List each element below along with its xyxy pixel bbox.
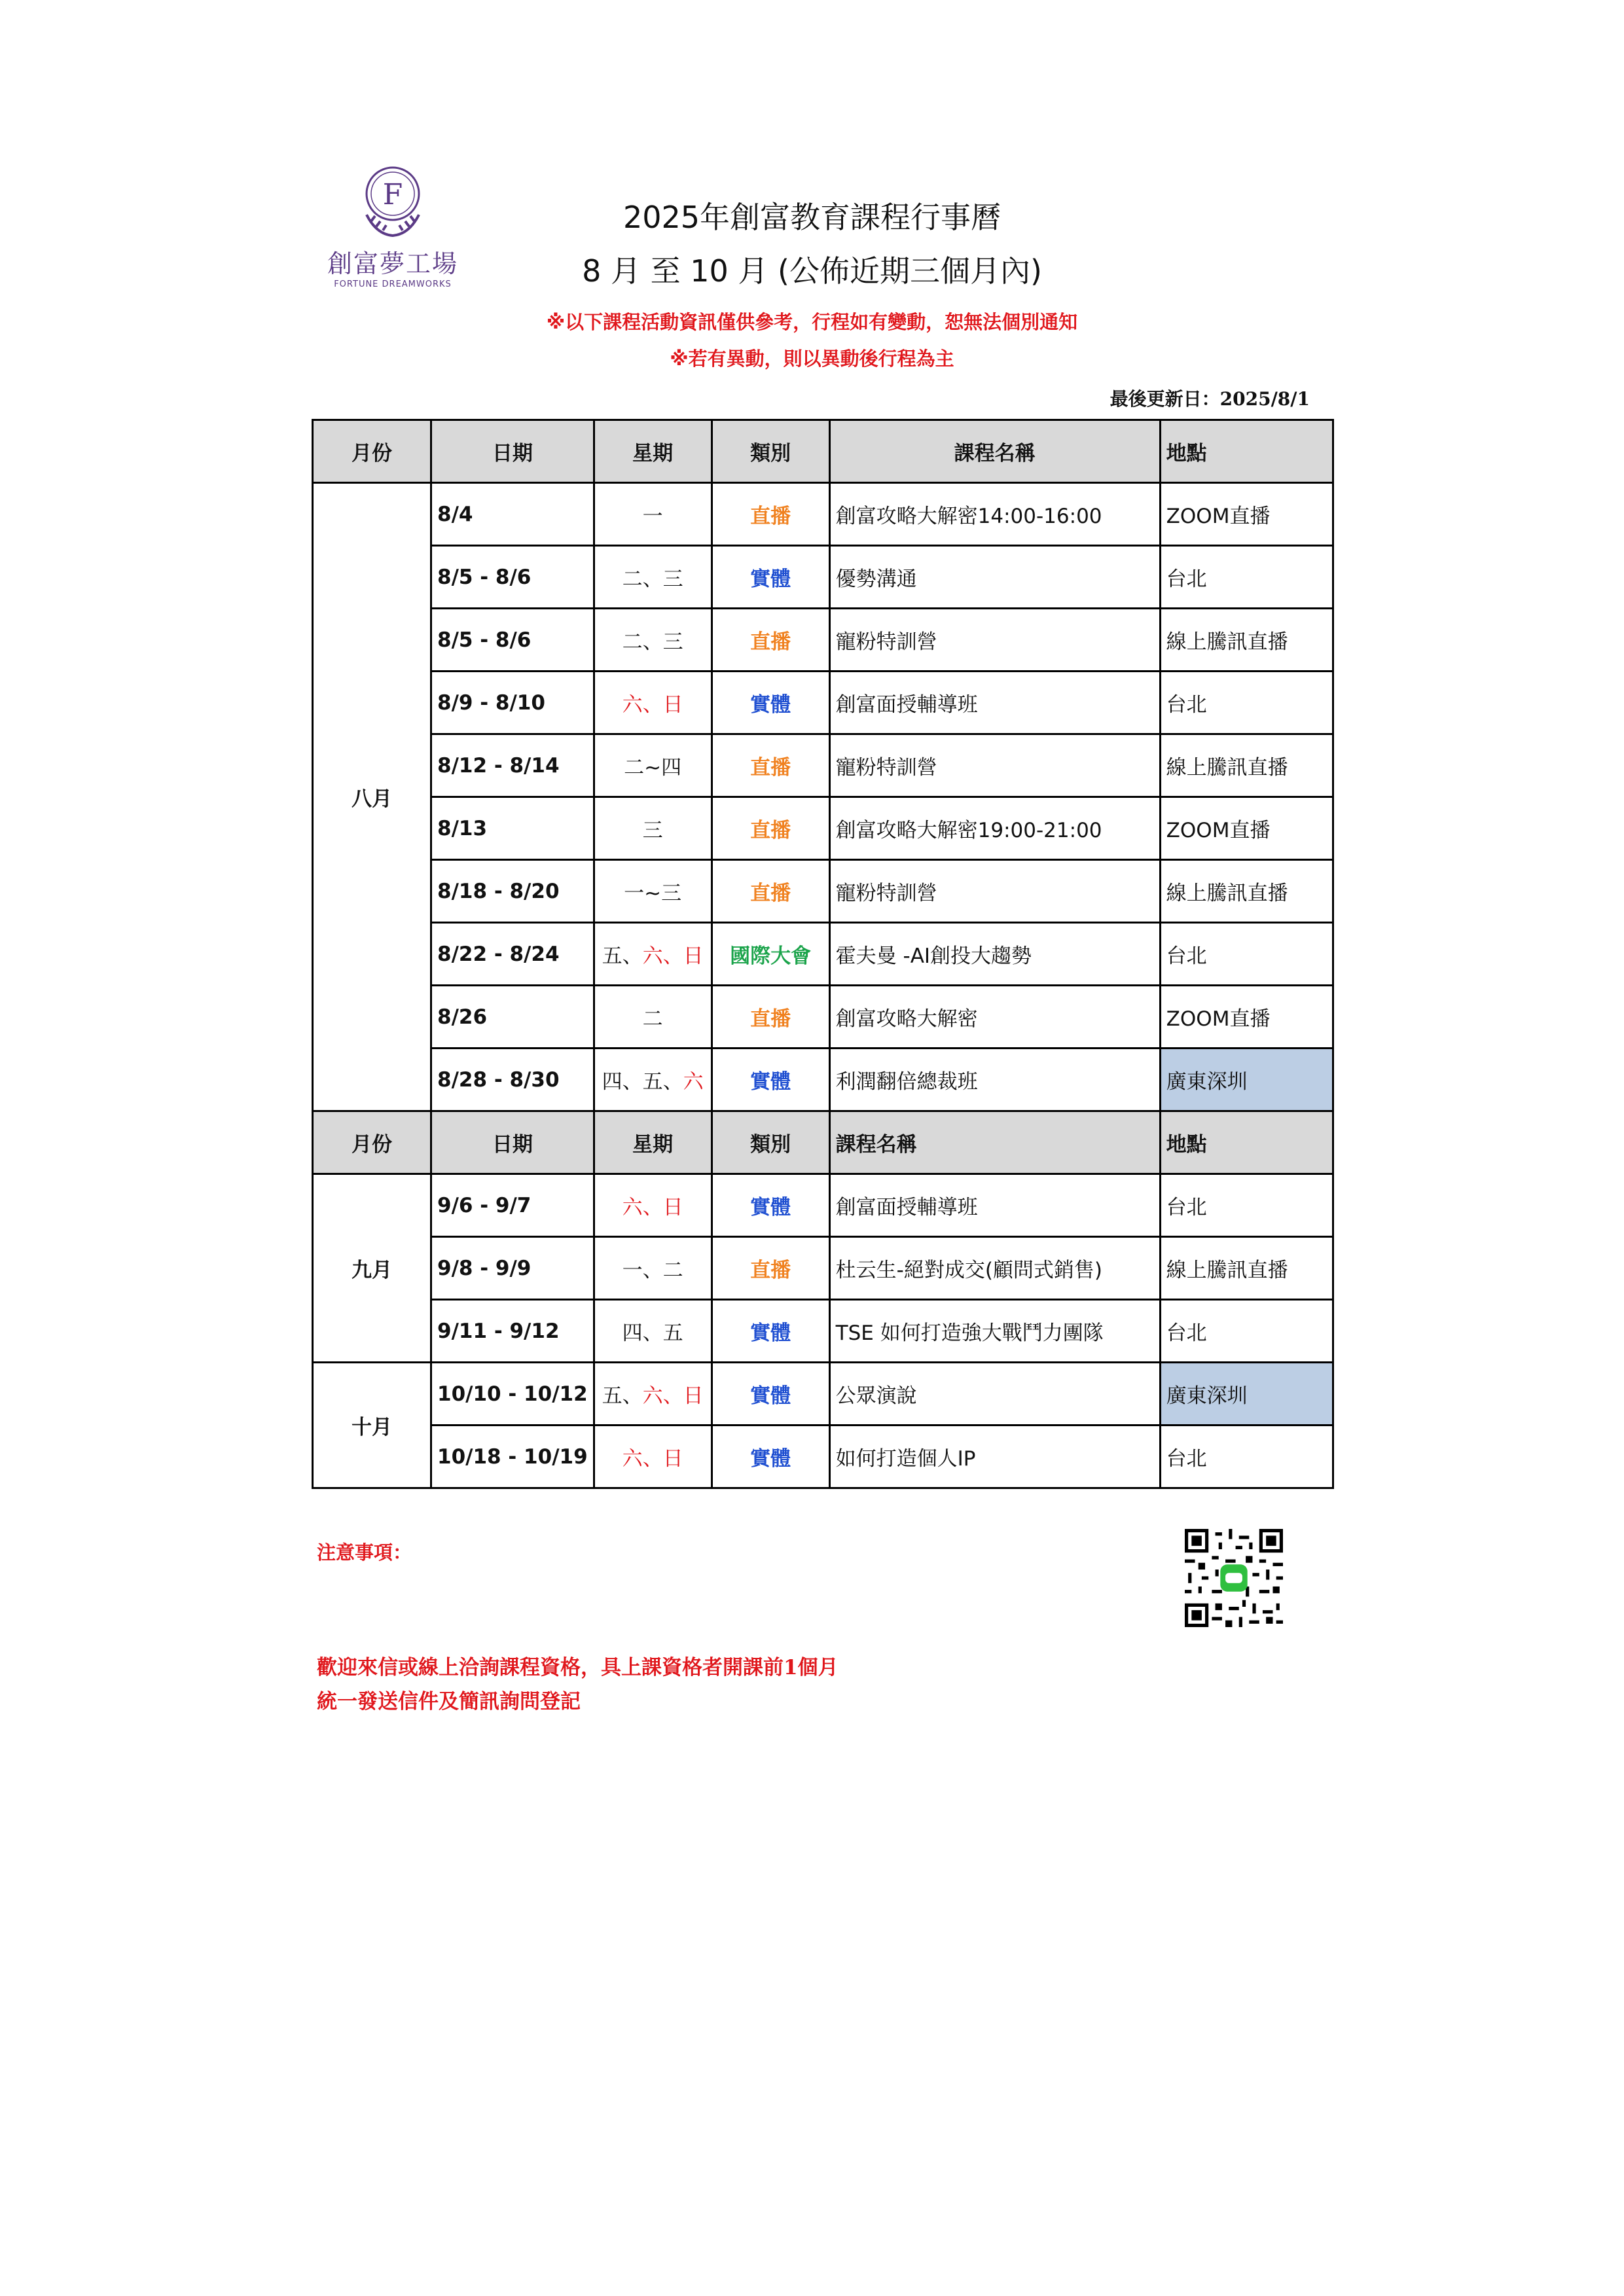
- header-weekday: 星期: [594, 420, 712, 483]
- location-cell: 線上騰訊直播: [1160, 609, 1333, 672]
- weekday-cell: [594, 734, 712, 797]
- weekday-text: 四、五、: [602, 1070, 683, 1094]
- location-cell: 台北: [1160, 546, 1333, 609]
- table-row: [313, 483, 1333, 546]
- weekday-cell: [594, 860, 712, 923]
- date-cell: 8/28 - 8/30: [431, 1049, 594, 1111]
- weekday-text: 六、日: [642, 944, 704, 968]
- weekday-cell: [594, 797, 712, 860]
- logo-name-cn: 創富夢工場: [327, 249, 458, 278]
- table-row: [313, 797, 1333, 860]
- course-cell: 利潤翻倍總裁班: [829, 1049, 1160, 1111]
- weekday-text: 六、日: [622, 1447, 683, 1471]
- date-cell: 8/13: [431, 797, 594, 860]
- weekday-cell: [594, 1300, 712, 1363]
- weekday-text: 二、三: [622, 630, 683, 654]
- weekday-cell: [594, 1426, 712, 1488]
- location-cell: ZOOM直播: [1160, 986, 1333, 1049]
- table-row: [313, 986, 1333, 1049]
- header-course: 課程名稱: [829, 420, 1160, 483]
- weekday-cell: [594, 546, 712, 609]
- type-cell: 實體: [712, 546, 829, 609]
- date-cell: 8/12 - 8/14: [431, 734, 594, 797]
- course-cell: 創富攻略大解密: [829, 986, 1160, 1049]
- type-cell: 直播: [712, 797, 829, 860]
- weekday-text: 二: [642, 1007, 663, 1031]
- weekday-cell: [594, 483, 712, 546]
- logo-name-en: FORTUNE DREAMWORKS: [334, 279, 452, 289]
- table-row: [313, 923, 1333, 986]
- weekday-cell: [594, 609, 712, 672]
- type-cell: 實體: [712, 1049, 829, 1111]
- weekday-cell: [594, 1049, 712, 1111]
- weekday-cell: [594, 1174, 712, 1237]
- header-date: 日期: [431, 1111, 594, 1174]
- type-cell: 直播: [712, 1237, 829, 1300]
- date-cell: 8/9 - 8/10: [431, 672, 594, 734]
- type-cell: 直播: [712, 483, 829, 546]
- course-cell: 創富面授輔導班: [829, 672, 1160, 734]
- qr-code-icon[interactable]: [1185, 1529, 1283, 1627]
- month-cell: 八月: [313, 483, 431, 1111]
- location-cell: 台北: [1160, 672, 1333, 734]
- weekday-cell: [594, 923, 712, 986]
- table-row: [313, 860, 1333, 923]
- type-cell: 國際大會: [712, 923, 829, 986]
- course-cell: 寵粉特訓營: [829, 734, 1160, 797]
- table-row: [313, 1049, 1333, 1111]
- type-cell: 實體: [712, 1300, 829, 1363]
- weekday-text: 五、: [602, 1384, 643, 1408]
- table-row: [313, 1426, 1333, 1488]
- header-month: 月份: [313, 420, 431, 483]
- header-type: 類別: [712, 420, 829, 483]
- location-cell: 台北: [1160, 1300, 1333, 1363]
- weekday-cell: [594, 986, 712, 1049]
- header-location: 地點: [1160, 420, 1333, 483]
- table-row: [313, 1174, 1333, 1237]
- svg-text:F: F: [382, 178, 403, 211]
- location-cell: 線上騰訊直播: [1160, 734, 1333, 797]
- weekday-text: 四、五: [622, 1321, 683, 1345]
- date-cell: 8/18 - 8/20: [431, 860, 594, 923]
- date-cell: 8/26: [431, 986, 594, 1049]
- course-cell: 寵粉特訓營: [829, 860, 1160, 923]
- weekday-text: 六、日: [622, 1196, 683, 1219]
- location-cell: 台北: [1160, 923, 1333, 986]
- location-cell: 廣東深圳: [1160, 1363, 1333, 1426]
- date-cell: 8/5 - 8/6: [431, 546, 594, 609]
- weekday-text: 六、日: [642, 1384, 704, 1408]
- type-cell: 實體: [712, 1174, 829, 1237]
- course-cell: 創富攻略大解密19:00-21:00: [829, 797, 1160, 860]
- type-cell: 直播: [712, 734, 829, 797]
- month-cell: 九月: [313, 1174, 431, 1363]
- location-cell: ZOOM直播: [1160, 483, 1333, 546]
- type-cell: 直播: [712, 609, 829, 672]
- course-cell: 寵粉特訓營: [829, 609, 1160, 672]
- date-cell: 8/22 - 8/24: [431, 923, 594, 986]
- weekday-text: 一~三: [624, 882, 682, 905]
- location-cell: 台北: [1160, 1426, 1333, 1488]
- notes-label: 注意事項：: [317, 1541, 412, 1564]
- notice-1: ※以下課程活動資訊僅供參考，行程如有變動，恕無法個別通知: [546, 311, 1078, 333]
- date-cell: 10/18 - 10/19: [431, 1426, 594, 1488]
- location-cell: ZOOM直播: [1160, 797, 1333, 860]
- course-cell: 創富攻略大解密14:00-16:00: [829, 483, 1160, 546]
- schedule-table: [312, 419, 1334, 1489]
- date-cell: 8/5 - 8/6: [431, 609, 594, 672]
- location-cell: 線上騰訊直播: [1160, 1237, 1333, 1300]
- table-row: [313, 609, 1333, 672]
- course-cell: TSE 如何打造強大戰鬥力團隊: [829, 1300, 1160, 1363]
- course-cell: 創富面授輔導班: [829, 1174, 1160, 1237]
- weekday-text: 一: [642, 505, 663, 528]
- header-course: 課程名稱: [829, 1111, 1160, 1174]
- footer-line-2: 統一發送信件及簡訊詢問登記: [317, 1690, 581, 1713]
- weekday-text: 六: [683, 1070, 704, 1094]
- last-updated: 最後更新日：2025/8/1: [1110, 388, 1310, 410]
- table-row: [313, 734, 1333, 797]
- weekday-cell: [594, 1363, 712, 1426]
- type-cell: 直播: [712, 860, 829, 923]
- header-month: 月份: [313, 1111, 431, 1174]
- footer-line-1: 歡迎來信或線上洽詢課程資格，具上課資格者開課前1個月: [317, 1656, 839, 1679]
- page-title: 2025年創富教育課程行事曆: [623, 200, 1001, 235]
- table-row: [313, 672, 1333, 734]
- table-row: [313, 1363, 1333, 1426]
- weekday-text: 二、三: [622, 567, 683, 591]
- date-cell: 10/10 - 10/12: [431, 1363, 594, 1426]
- type-cell: 直播: [712, 986, 829, 1049]
- location-cell: 線上騰訊直播: [1160, 860, 1333, 923]
- weekday-text: 五、: [602, 944, 643, 968]
- location-cell: 台北: [1160, 1174, 1333, 1237]
- table-header-row: [313, 420, 1333, 483]
- month-cell: 十月: [313, 1363, 431, 1488]
- course-cell: 霍夫曼 -AI創投大趨勢: [829, 923, 1160, 986]
- date-cell: 9/11 - 9/12: [431, 1300, 594, 1363]
- weekday-text: 二~四: [624, 756, 682, 780]
- course-cell: 杜云生-絕對成交(顧問式銷售): [829, 1237, 1160, 1300]
- date-cell: 9/8 - 9/9: [431, 1237, 594, 1300]
- type-cell: 實體: [712, 1363, 829, 1426]
- type-cell: 實體: [712, 1426, 829, 1488]
- type-cell: 實體: [712, 672, 829, 734]
- header-weekday: 星期: [594, 1111, 712, 1174]
- table-row: [313, 1237, 1333, 1300]
- weekday-cell: [594, 672, 712, 734]
- location-cell: 廣東深圳: [1160, 1049, 1333, 1111]
- date-cell: 9/6 - 9/7: [431, 1174, 594, 1237]
- header-date: 日期: [431, 420, 594, 483]
- notice-2: ※若有異動，則以異動後行程為主: [670, 348, 954, 370]
- schedule-body: [313, 420, 1333, 1488]
- date-cell: 8/4: [431, 483, 594, 546]
- course-cell: 如何打造個人IP: [829, 1426, 1160, 1488]
- weekday-text: 一、二: [622, 1259, 683, 1282]
- table-row: [313, 1300, 1333, 1363]
- course-cell: 優勢溝通: [829, 546, 1160, 609]
- page-subtitle: 8 月 至 10 月 (公佈近期三個月內): [582, 253, 1042, 289]
- weekday-text: 三: [642, 819, 663, 842]
- weekday-cell: [594, 1237, 712, 1300]
- table-row: [313, 546, 1333, 609]
- header-type: 類別: [712, 1111, 829, 1174]
- course-cell: 公眾演說: [829, 1363, 1160, 1426]
- weekday-text: 六、日: [622, 693, 683, 717]
- table-header-row: [313, 1111, 1333, 1174]
- header-location: 地點: [1160, 1111, 1333, 1174]
